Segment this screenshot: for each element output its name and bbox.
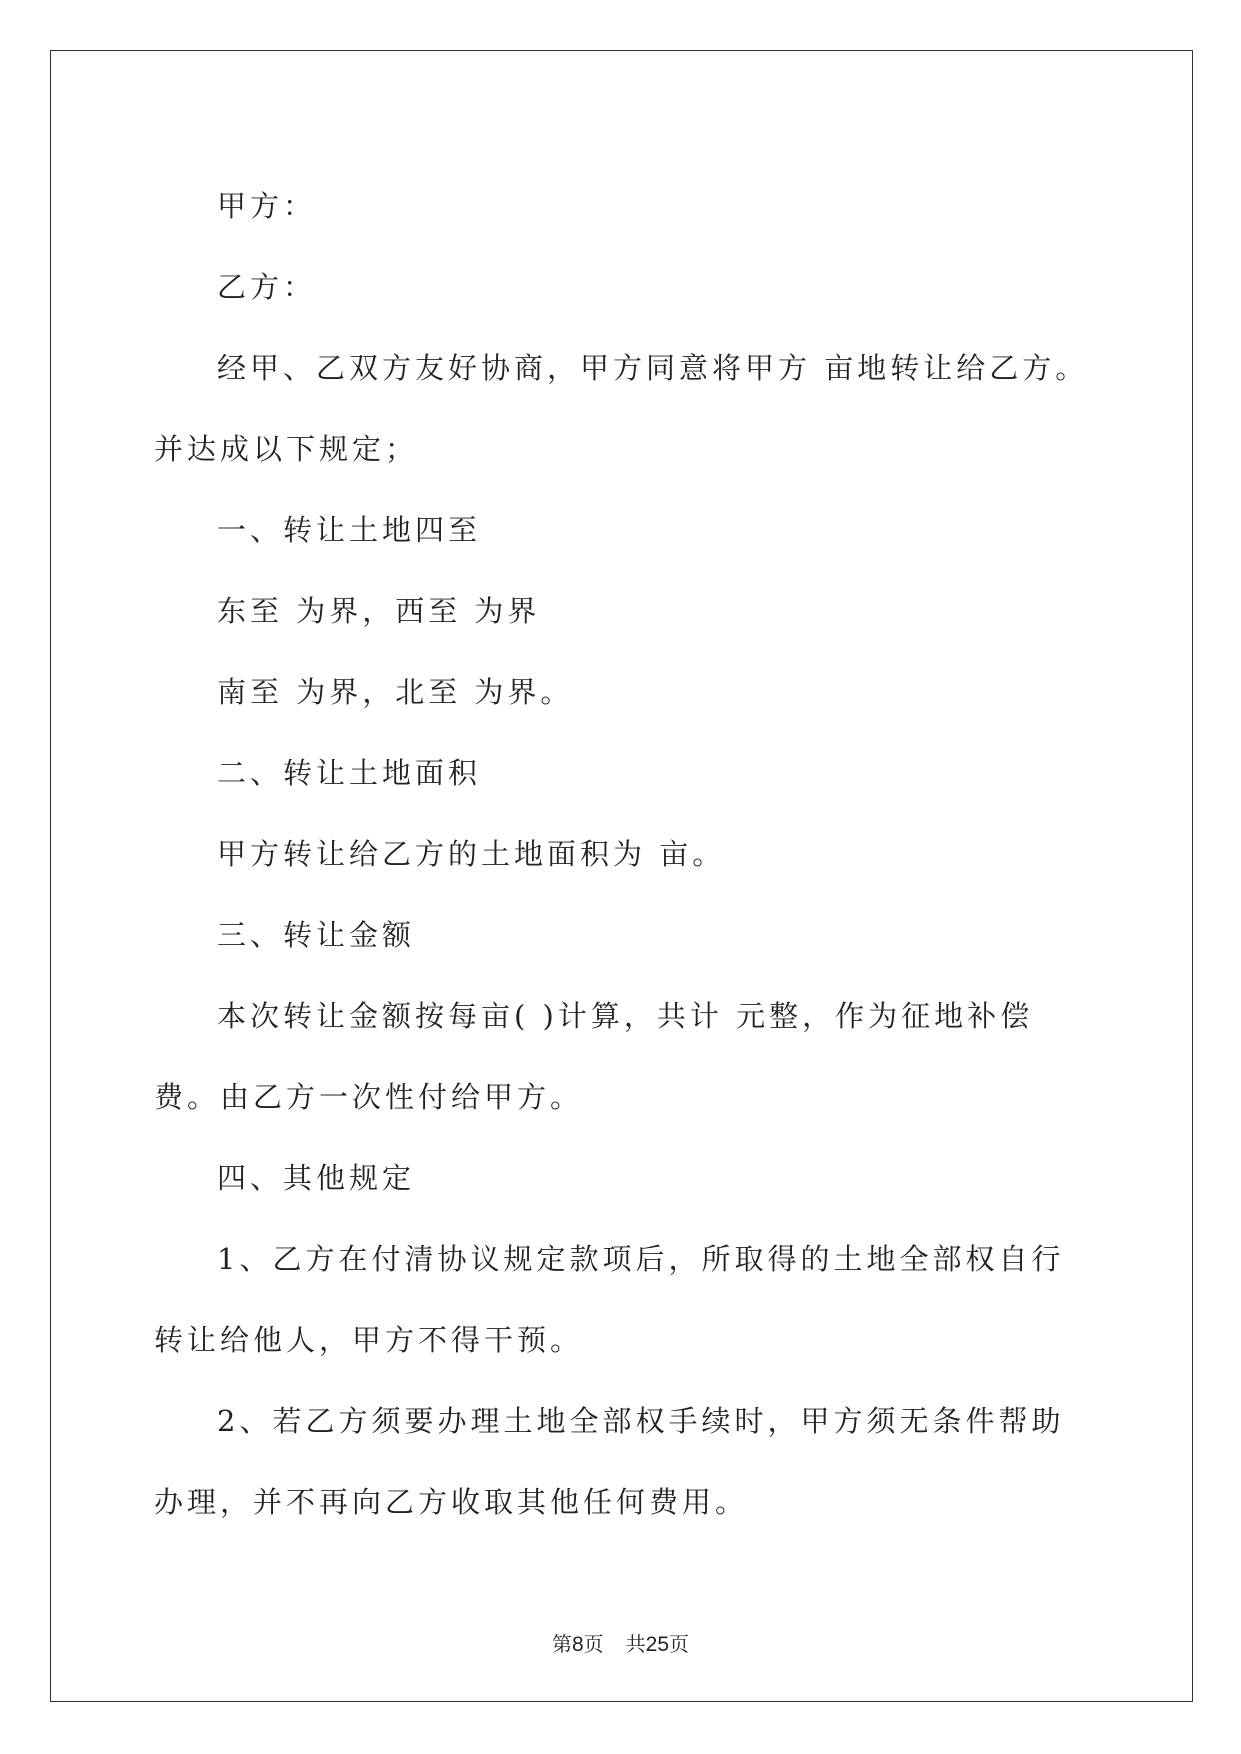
agreement-intro: 经甲、乙双方友好协商，甲方同意将甲方 亩地转让给乙方。并达成以下规定； <box>154 351 1089 466</box>
section-heading-amount: 三、转让金额 <box>217 918 416 952</box>
amount-statement: 本次转让金额按每亩( )计算，共计 元整，作为征地补偿费。由乙方一次性付给甲方。 <box>154 999 1034 1114</box>
footer-total-prefix: 共 <box>625 1632 646 1656</box>
footer-total-suffix: 页 <box>669 1632 690 1656</box>
current-page-number: 8 <box>571 1633 584 1656</box>
total-page-count: 25 <box>645 1633 670 1656</box>
area-statement: 甲方转让给乙方的土地面积为 亩。 <box>217 837 726 871</box>
clause-2: 2、若乙方须要办理土地全部权手续时，甲方须无条件帮助办理，并不再向乙方收取其他任何费用。 <box>154 1404 1065 1519</box>
footer-prefix: 第 <box>551 1632 572 1656</box>
boundary-east-west: 东至 为界，西至 为界 <box>217 594 541 628</box>
footer-page-suffix: 页 <box>583 1632 604 1656</box>
boundary-south-north: 南至 为界，北至 为界。 <box>217 675 574 709</box>
section-heading-boundaries: 一、转让土地四至 <box>217 513 482 547</box>
document-body <box>154 166 1094 1543</box>
section-heading-area: 二、转让土地面积 <box>217 756 482 790</box>
party-a-line: 甲方： <box>217 189 317 223</box>
party-b-line: 乙方： <box>217 270 317 304</box>
section-heading-other: 四、其他规定 <box>217 1161 416 1195</box>
page-footer <box>0 1632 1241 1657</box>
clause-1: 1、乙方在付清协议规定款项后，所取得的土地全部权自行转让给他人，甲方不得干预。 <box>154 1242 1065 1357</box>
